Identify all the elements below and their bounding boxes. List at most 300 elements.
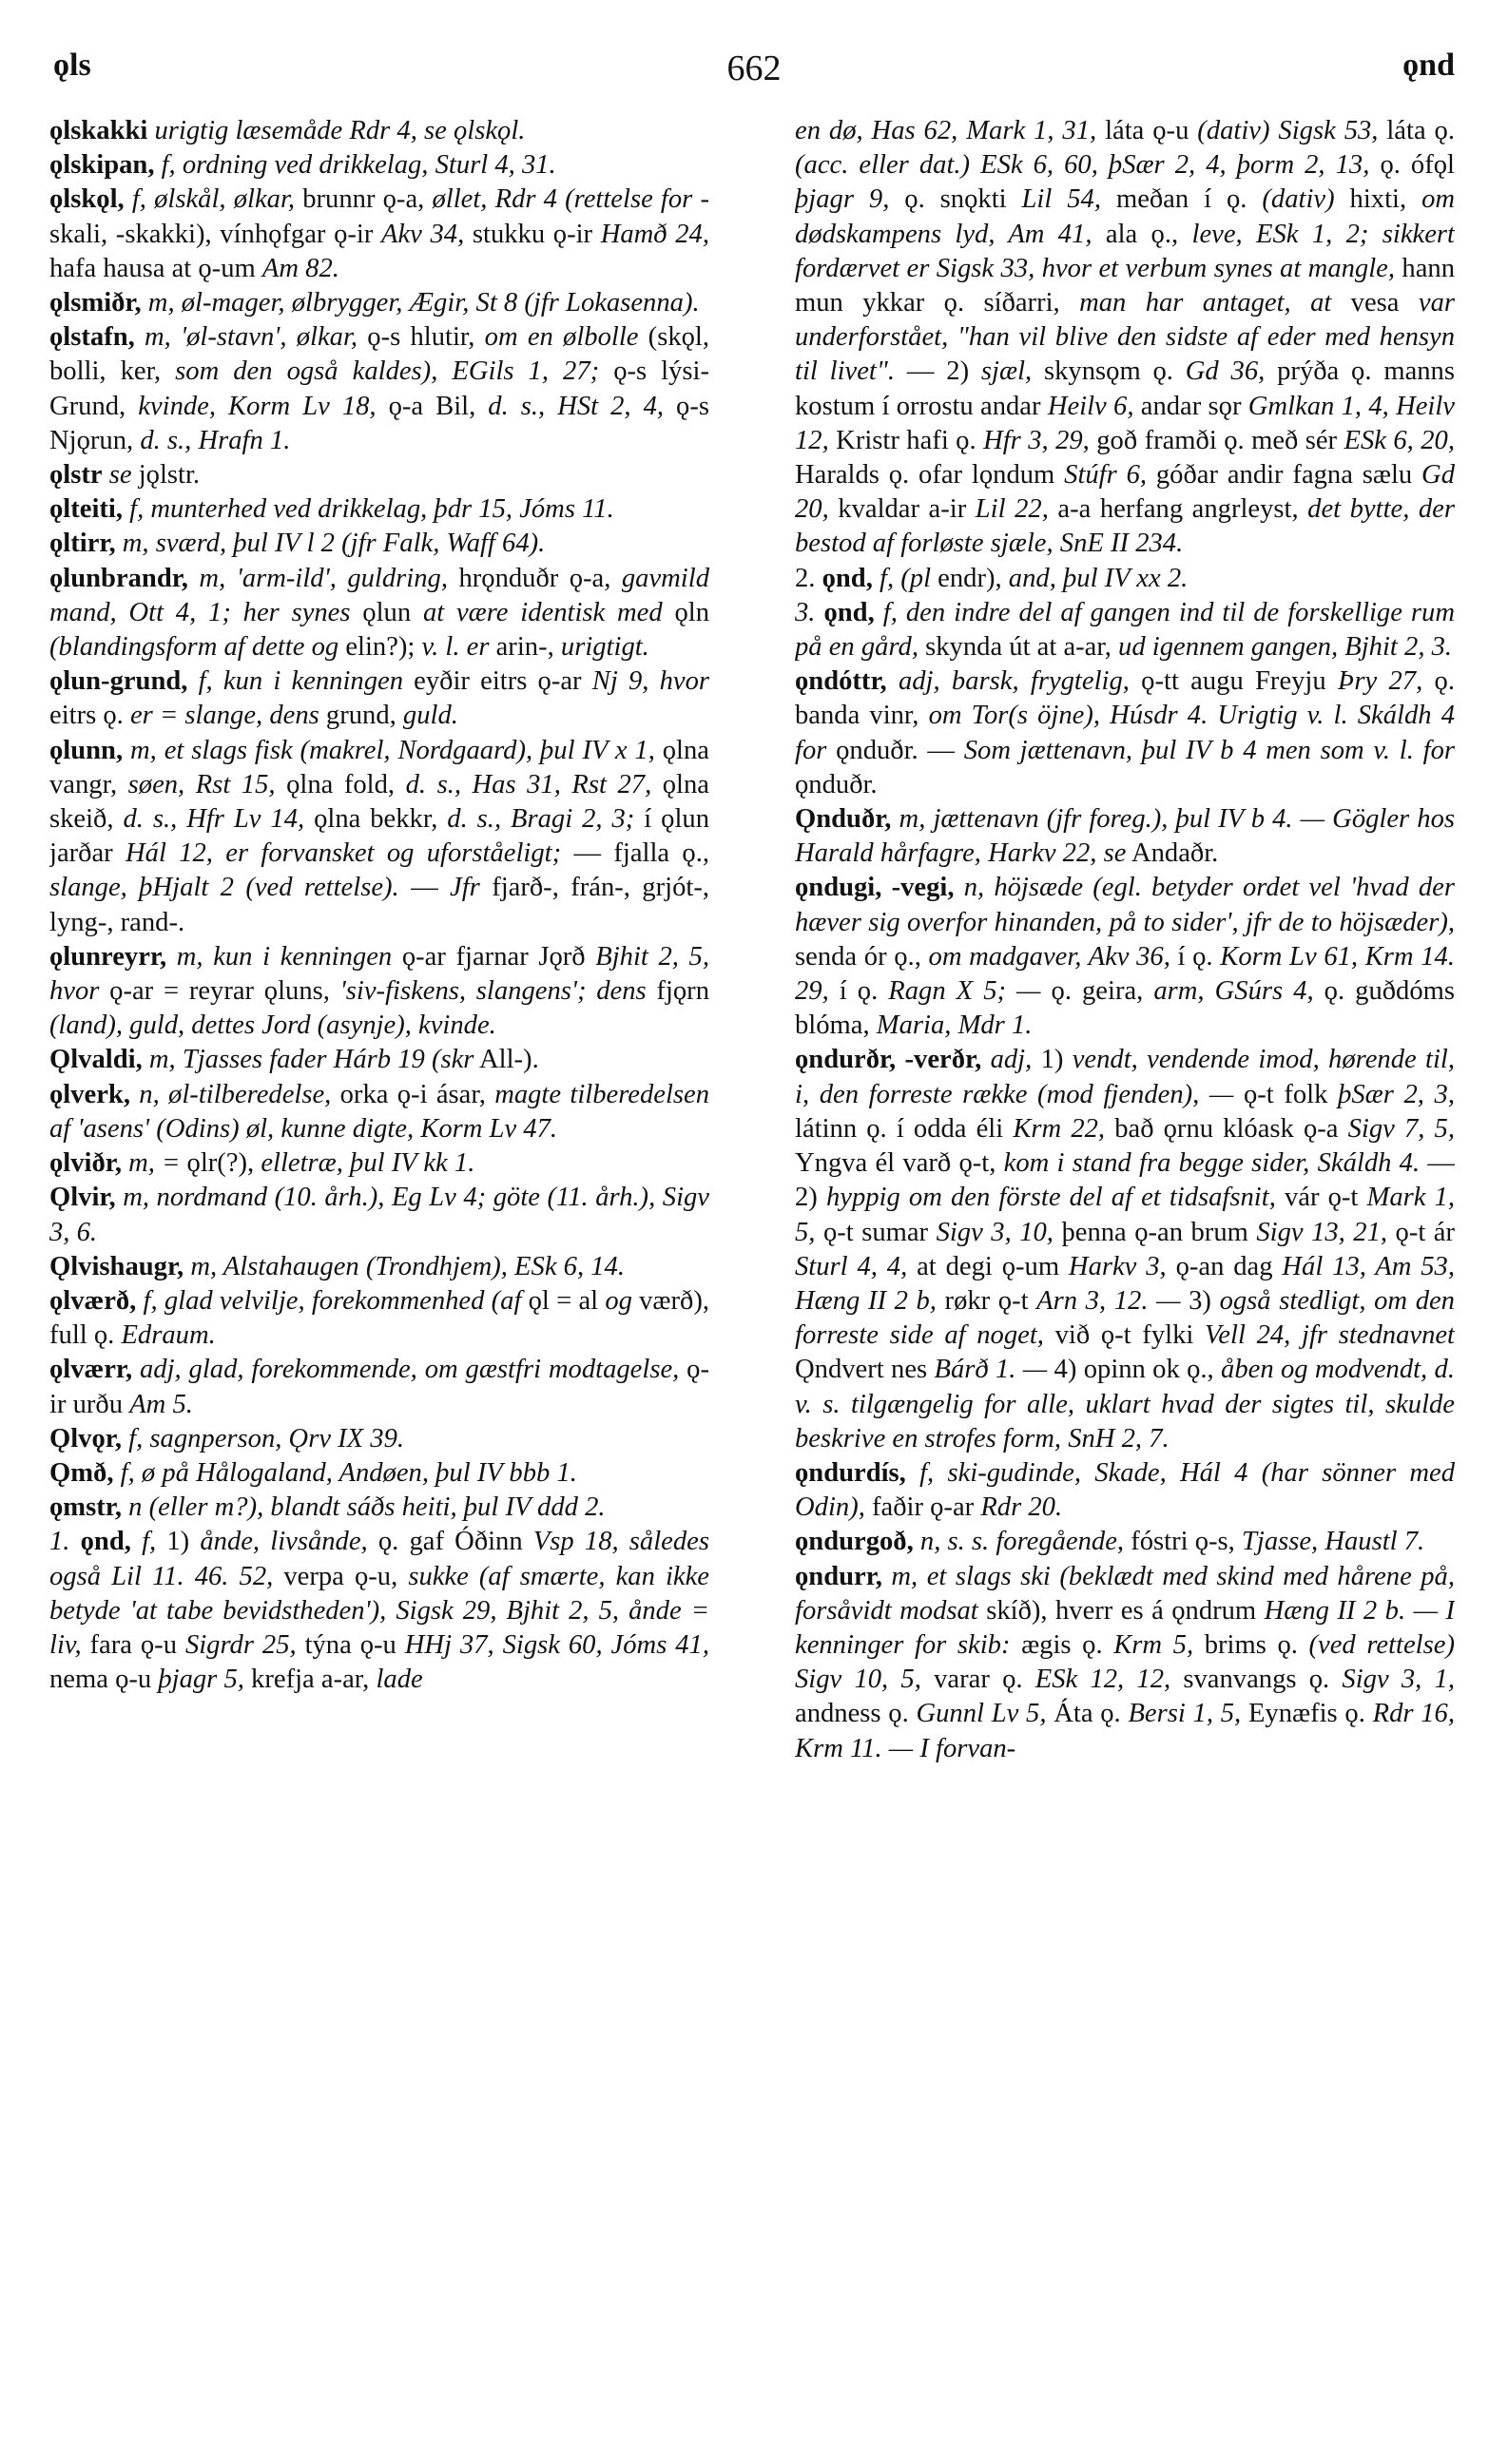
entry-text: Hál 13, Am 53, Hæng II 2 b, [795, 1251, 1455, 1316]
entry-headword: ǫlskǫl, [49, 184, 125, 215]
entry-text: í ǫ. [828, 976, 889, 1007]
entry-text: adj, barsk, frygtelig, [886, 666, 1130, 697]
entry-text: Yngva él varð ǫ-t, [795, 1148, 1004, 1179]
entry-text: stukku ǫ-ir [464, 219, 601, 249]
dictionary-entry [49, 1491, 709, 1525]
entry-headword: ǫndurgoð, [795, 1527, 914, 1557]
entry-text: (blandingsform af dette og [49, 632, 339, 663]
entry-headword: Ǫlvir, [49, 1183, 116, 1213]
entry-text: m, 'arm-ild', guldring, [187, 563, 448, 593]
entry-text: arm, GSúrs 4, [1153, 976, 1314, 1007]
entry-text: and, þul IV xx 2. [1008, 563, 1189, 593]
entry-text: Harkv 3, [1068, 1251, 1167, 1281]
entry-text: HHj 37, Sigsk 60, Jóms 41, [404, 1629, 709, 1660]
entry-text: ud igennem gangen, Bjhit 2, 3. [1118, 632, 1453, 663]
entry-text: meðan í ǫ. [1101, 184, 1263, 215]
entry-text: Vsp 18, således også Lil 11. 46. 52, [49, 1527, 709, 1591]
entry-text: lade [376, 1665, 423, 1695]
entry-text: Gunnl Lv 5, [916, 1699, 1047, 1729]
dictionary-entry [49, 1284, 709, 1353]
dictionary-entry [49, 664, 709, 733]
entry-text: goð framði ǫ. með sér [1089, 425, 1344, 455]
entry-text: og [605, 1285, 632, 1316]
entry-headword: ǫlteiti, [49, 494, 124, 525]
entry-headword: ǫlunn, [49, 735, 124, 765]
entry-text: svanvangs ǫ. [1170, 1665, 1343, 1695]
dictionary-entry [795, 871, 1455, 1043]
entry-text: ǫ. ófǫl [1369, 150, 1455, 181]
entry-text: fara ǫ-u [81, 1629, 185, 1660]
dictionary-entry [49, 1181, 709, 1249]
entry-text: a-a herfang angrleyst, [1048, 494, 1308, 525]
entry-text: andar sǫr [1133, 391, 1248, 421]
entry-text: látinn ǫ. í odda éli [795, 1113, 1014, 1144]
dictionary-entry [49, 148, 709, 183]
entry-text: jǫlstr. [131, 460, 201, 491]
dictionary-entry [49, 1146, 709, 1181]
entry-text: (acc. eller dat.) ESk 6, 60, þSær 2, 4, þorm 2, 13, [795, 150, 1370, 181]
entry-text: (land), guld, dettes Jord (asynje), kvinde. [49, 1011, 496, 1041]
entry-text: v. l. er [421, 632, 490, 663]
dictionary-entry [49, 286, 709, 320]
entry-text: ånde, livsånde, [200, 1527, 368, 1557]
entry-text: f, sagnperson, Ǫrv IX 39. [122, 1423, 405, 1453]
entry-text: guld. [402, 701, 458, 731]
dictionary-entry [49, 1078, 709, 1146]
entry-text: ala ǫ., [1092, 219, 1192, 249]
entry-text: ǫl = al [521, 1285, 606, 1316]
entry-text: ǫ-an dag [1166, 1251, 1283, 1281]
entry-headword: ǫlværr, [49, 1355, 133, 1385]
entry-text: ESk 6, 20, [1344, 425, 1455, 455]
entry-text: øllet, Rdr 4 (rettelse for [432, 184, 693, 215]
entry-text: hrǫnduðr ǫ-a, [447, 563, 622, 593]
entry-text: 2. [795, 563, 822, 593]
entry-text: vendt, vendende imod, hørende til, i, den forreste række (mod fjenden), — [795, 1045, 1455, 1109]
entry-text: þSær 2, 3, [1338, 1079, 1455, 1109]
entry-text: ǫ-ir urðu [49, 1355, 709, 1419]
entry-text: det bytte, der bestod af forløste sjæle, SnE II 234. [795, 494, 1455, 559]
dictionary-entry [49, 183, 709, 286]
page-number: 662 [726, 48, 782, 88]
entry-headword: ǫndóttr, [795, 666, 887, 697]
entry-headword: ǫlværð, [49, 1285, 137, 1316]
entry-text: endr), [931, 563, 1009, 593]
entry-text: brunnr ǫ-a, [295, 184, 433, 215]
entry-text: Hæng II 2 b. — I kenninger for skib: [795, 1595, 1455, 1660]
entry-text: m, jættenavn (jfr foreg.), þul IV b 4. — Gögler hos Harald hårfagre, Harkv 22, se [795, 804, 1455, 869]
entry-text: f, munterhed ved drikkelag, þdr 15, Jóms 11. [123, 494, 614, 525]
entry-text: m, sværd, þul IV l 2 (jfr Falk, Waff 64). [115, 529, 546, 559]
entry-text: ǫlna skeið, [49, 769, 709, 835]
entry-text: — 2) [795, 1148, 1455, 1213]
entry-text: hann mun ykkar ǫ. síðarri, [795, 253, 1455, 318]
entry-text: hafa hausa at ǫ-um [49, 253, 262, 283]
entry-text: — fjalla ǫ., [561, 838, 709, 869]
entry-text: n, øl-tilberedelse, [129, 1079, 332, 1109]
dictionary-entry [795, 596, 1455, 664]
right-column [795, 114, 1455, 2434]
entry-text: ǫ-s Njǫrun, [49, 391, 709, 455]
entry-text: All-). [474, 1045, 539, 1075]
entry-text: Sigv 3, 10, [936, 1217, 1054, 1247]
dictionary-entry [795, 1043, 1455, 1455]
entry-text: (dativ) [1262, 184, 1335, 215]
entry-text: m, 'øl-stavn', ølkar, [134, 322, 358, 353]
entry-text: 1) [156, 1527, 201, 1557]
entry-text: m, et slags fisk (makrel, Nordgaard), þul IV x 1, [123, 735, 655, 765]
entry-text: skynda út at a-ar, [918, 632, 1119, 663]
entry-text: ǫnduðr. — [826, 735, 964, 765]
entry-text: hyppig om den förste del af et tidsafsnit, [825, 1183, 1276, 1213]
dictionary-entry [49, 940, 709, 1044]
header-left-guide-word: ǫls [53, 48, 91, 83]
entry-text: Sigv 3, 1, [1342, 1665, 1455, 1695]
entry-text: fjarð-, frán-, grjót-, lyng-, rand-. [49, 873, 709, 937]
dictionary-entry [49, 114, 709, 148]
entry-headword: ǫnd, [823, 597, 875, 627]
entry-text: ǫ-ar fjarnar Jǫrð [392, 941, 596, 972]
entry-text: om Tor(s öjne), Húsdr 4. Urigtig v. l. Skáldh 4 for [795, 701, 1455, 765]
entry-text: Ragn X 5; — [888, 976, 1041, 1007]
entry-text: vesa [1331, 288, 1419, 318]
entry-text: Am 5. [129, 1389, 193, 1419]
entry-headword: Ǫmð, [49, 1457, 114, 1488]
dictionary-entry [795, 1525, 1455, 1559]
entry-text: ǫ. banda vinr, [795, 666, 1455, 731]
entry-text: Ǫndvert nes [795, 1355, 935, 1385]
entry-text: d. s., Bragi 2, 3; [447, 804, 635, 835]
entry-text: verpa ǫ-u, [273, 1561, 409, 1591]
dictionary-entry [49, 458, 709, 492]
entry-text: Krm 22, [1013, 1113, 1106, 1144]
entry-text: (dativ) Sigsk 53, [1197, 116, 1379, 145]
entry-text: ǫ. snǫkti [889, 184, 1022, 215]
entry-text: d. s., Has 31, Rst 27, [405, 769, 652, 799]
entry-text: adj, glad, forekommende, om gæstfri modtagelse, [132, 1355, 680, 1385]
entry-text: ǫ-t ár [1387, 1217, 1455, 1247]
entry-text: at være identisk med [422, 597, 663, 627]
entry-headword: ǫlverk, [49, 1079, 130, 1109]
entry-headword: ǫnd, [80, 1527, 131, 1557]
entry-text: Arn 3, 12. — [1036, 1285, 1181, 1316]
entry-text: Krm 5, [1113, 1629, 1194, 1660]
entry-text: 3. [795, 597, 824, 627]
entry-text: f, ølskål, ølkar, [124, 184, 296, 215]
entry-headword: ǫlunreyrr, [49, 941, 167, 972]
dictionary-entry [49, 562, 709, 665]
entry-headword: ǫlstr [49, 460, 103, 491]
entry-text: vár ǫ-t [1275, 1183, 1367, 1213]
entry-text: þenna ǫ-an brum [1053, 1217, 1257, 1247]
entry-text: om madgaver, Akv 36, [928, 941, 1170, 972]
entry-text: m, Alstahaugen (Trondhjem), ESk 6, 14. [184, 1251, 625, 1281]
entry-text: kom i stand fra begge sider, Skáldh 4. [1003, 1148, 1421, 1179]
entry-text: ǫ. geira, [1040, 976, 1154, 1007]
entry-headword: Ǫlvaldi, [49, 1045, 143, 1075]
entry-text: Bárð 1. — [934, 1355, 1048, 1385]
dictionary-entry [49, 320, 709, 458]
entry-text: þjagr 5, [158, 1665, 244, 1695]
entry-text: Sigrdr 25, [184, 1629, 297, 1660]
entry-text: Heilv 6, [1047, 391, 1134, 421]
entry-text: m, Tjasses fader Hárb 19 (skr [142, 1045, 474, 1075]
entry-text: Jfr [450, 873, 480, 903]
entry-headword: Ǫlvishaugr, [49, 1251, 184, 1281]
entry-text: kvaldar a-ir [828, 494, 976, 525]
dictionary-entry [795, 664, 1455, 802]
entry-text: Gd 36, [1185, 356, 1266, 387]
entry-text: faðir ǫ-ar [864, 1492, 981, 1523]
entry-text: Maria, Mdr 1. [876, 1011, 1033, 1041]
entry-text: om en ølbolle [484, 322, 639, 353]
entry-text: 'siv-fiskens, slangens'; dens [339, 976, 647, 1007]
entry-text: f, ski-gudinde, Skade, Hál 4 (har sönner med Odin), [795, 1457, 1455, 1523]
entry-text: nema ǫ-u [49, 1665, 159, 1695]
entry-text: er = slange, dens [129, 701, 319, 731]
entry-text: ǫ-t sumar [815, 1217, 937, 1247]
dictionary-entry [49, 1250, 709, 1284]
entry-text: Haralds ǫ. ofar lǫndum [795, 460, 1065, 491]
entry-text: — [398, 873, 451, 903]
entry-headword: ǫltirr, [49, 529, 116, 559]
entry-text: Gd 20, [795, 460, 1455, 525]
entry-text: krefja a-ar, [243, 1665, 377, 1695]
dictionary-entry [49, 1043, 709, 1077]
entry-text: ǫ. guðdóms blóma, [795, 976, 1455, 1041]
entry-text: Þry 27, [1337, 666, 1423, 697]
entry-text: skíð), hverr es á ǫndrum [977, 1595, 1265, 1626]
page-header [53, 48, 1455, 91]
entry-headword: ǫlsmiðr, [49, 288, 142, 318]
entry-text: 1) [1032, 1045, 1073, 1075]
entry-text: urigtig læsemåde Rdr 4, se ǫlskǫl. [147, 116, 526, 145]
entry-text: magte tilberedelsen af 'asens' (Odins) øl, kunne digte, Korm Lv 47. [49, 1079, 709, 1144]
entry-text: góðar andir fagna sælu [1147, 460, 1422, 491]
entry-text: við ǫ-t fylki [1043, 1320, 1206, 1351]
entry-headword: ǫndurðr, -verðr, [795, 1045, 982, 1075]
entry-text: hixti, [1334, 184, 1422, 215]
entry-text: n (eller m?), blandt sáðs heiti, þul IV ddd 2. [121, 1492, 606, 1523]
entry-headword: ǫnd, [822, 563, 873, 593]
entry-text: -skali, -skakki), vínhǫfgar ǫ-ir [49, 184, 709, 249]
entry-text: m, kun i kenningen [166, 941, 393, 972]
entry-text: láta ǫ-u [1096, 116, 1198, 145]
entry-text: Lil 54, [1021, 184, 1102, 215]
entry-text: 4) [1047, 1355, 1084, 1385]
entry-text: í ǫ. [1170, 941, 1221, 972]
entry-text: adj, [981, 1045, 1033, 1075]
entry-text: leve, ESk 1, 2; sikkert fordærvet er Sigsk 33, hvor et verbum synes at mangle, [795, 219, 1455, 283]
entry-text: — 2) [895, 356, 981, 387]
entry-text: 3) [1180, 1285, 1220, 1316]
entry-text: røkr ǫ-t [936, 1285, 1037, 1316]
entry-text: Am 82. [261, 253, 339, 283]
entry-headword: ǫmstr, [49, 1492, 122, 1523]
entry-text: f, glad velvilje, forekommenhed (af [136, 1285, 522, 1316]
entry-text: Lil 22, [975, 494, 1049, 525]
dictionary-entry [49, 492, 709, 527]
entry-text: åben og modvendt, d. v. s. tilgængelig for alle, uklart hvad der sigtes til, skulde beskrive en strofes form, SnH 2, 7. [795, 1355, 1455, 1453]
entry-text: Korm Lv 61, Krm 14. 29, [795, 941, 1455, 1007]
entry-text: senda ór ǫ., [795, 941, 929, 972]
entry-text: se [102, 460, 132, 491]
entry-text: Tjasse, Haustl 7. [1241, 1527, 1425, 1557]
dictionary-entry [795, 1560, 1455, 1766]
entry-text: ǫlna fold, [275, 769, 406, 799]
entry-headword: ǫndurdís, [795, 1457, 906, 1488]
entry-text: Nj 9, hvor [591, 666, 709, 697]
entry-text: ægis ǫ. [1010, 1629, 1114, 1660]
entry-text: Kristr hafi ǫ. [828, 425, 984, 455]
dictionary-entry [49, 1353, 709, 1421]
entry-text: láta ǫ. [1378, 116, 1455, 145]
entry-text: kvinde, Korm Lv 18, [138, 391, 377, 421]
entry-text: ǫ-s hlutir, [358, 322, 485, 353]
entry-text: m, et slags ski (beklædt med skind med hårene på, forsåvidt modsat [795, 1561, 1455, 1626]
entry-text: Stúfr 6, [1064, 460, 1148, 491]
dictionary-entry [795, 1456, 1455, 1525]
entry-text: orka ǫ-i ásar, [331, 1079, 495, 1109]
entry-text: ǫnduðr. [795, 769, 878, 799]
entry-headword: ǫlunbrandr, [49, 563, 188, 593]
entry-text: ǫlna bekkr, [304, 804, 448, 835]
entry-text: f, ø på Hålogaland, Andøen, þul IV bbb 1. [113, 1457, 577, 1488]
entry-text: brims ǫ. [1193, 1629, 1309, 1660]
entry-text: en dø, Has 62, Mark 1, 31, [795, 116, 1097, 145]
entry-text: varar ǫ. [920, 1665, 1035, 1695]
entry-headword: ǫlskipan, [49, 150, 155, 181]
entry-text: d. s., HSt 2, 4, [488, 391, 665, 421]
entry-text: Hamð 24, [600, 219, 709, 249]
header-right-guide-word: ǫnd [1402, 48, 1455, 83]
entry-text: (skǫl, bolli, ker, [49, 322, 709, 387]
entry-text: í ǫlun jarðar [49, 804, 709, 869]
entry-text: skynsǫm ǫ. [1032, 356, 1186, 387]
entry-text: týna ǫ-u [296, 1629, 405, 1660]
entry-text: opinn ok ǫ., [1083, 1355, 1222, 1385]
entry-text: elletræ, þul IV kk 1. [261, 1148, 475, 1179]
entry-text: m, nordmand (10. årh.), Eg Lv 4; göte (11. årh.), Sigv 3, 6. [49, 1183, 709, 1247]
entry-text: d. s., Hfr Lv 14, [123, 804, 305, 835]
entry-text: fjǫrn [646, 976, 709, 1007]
entry-text: ǫ-tt augu Freyju [1129, 666, 1338, 697]
entry-text: som den også kaldes), EGils 1, 27; [175, 356, 600, 387]
left-column [49, 114, 709, 2434]
entry-text: elin?); [338, 632, 422, 663]
entry-text: ǫ-s lýsi-Grund, [49, 356, 709, 421]
entry-text: f, [130, 1527, 157, 1557]
entry-text: f, (pl [872, 563, 932, 593]
entry-headword: ǫndugi, -vegi, [795, 873, 955, 903]
entry-headword: ǫlstafn, [49, 322, 135, 353]
entry-text: m, øl-mager, ølbrygger, Ægir, St 8 (jfr Lokasenna). [141, 288, 700, 318]
entry-text: at degi ǫ-um [907, 1251, 1069, 1281]
entry-text: ǫ-ar = reyrar ǫluns, [99, 976, 340, 1007]
entry-headword: Ǫlvǫr, [49, 1423, 122, 1453]
entry-headword: ǫlviðr, [49, 1148, 122, 1179]
entry-text: f, ordning ved drikkelag, Sturl 4, 31. [154, 150, 556, 181]
entry-text: eitrs ǫ. [49, 701, 130, 731]
entry-text: værð), full ǫ. [49, 1285, 709, 1351]
entry-text: sjæl, [980, 356, 1033, 387]
entry-text: slange, þHjalt 2 (ved rettelse). [49, 873, 399, 903]
entry-text: prýða ǫ. manns kostum í orrostu andar [795, 356, 1455, 421]
entry-text: Sigv 7, 5, [1347, 1113, 1455, 1144]
entry-text: var underforstået, "han vil blive den sidste af eder med hensyn til livet". [795, 288, 1455, 387]
entry-text: Andaðr. [1126, 838, 1219, 869]
dictionary-entry [795, 802, 1455, 871]
entry-text: ǫ-t folk [1233, 1079, 1339, 1109]
entry-text: sukke (af smærte, kan ikke betyde 'at tabe bevidstheden'), Sigsk 29, Bjhit 2, 5, ånde = liv, [49, 1561, 709, 1660]
entry-text: Sigv 13, 21, [1256, 1217, 1388, 1247]
dictionary-entry [795, 562, 1455, 596]
entry-text: ǫlr(?), [180, 1148, 261, 1179]
entry-headword: ǫlskakki [49, 116, 148, 145]
entry-text: Áta ǫ. [1046, 1699, 1129, 1729]
entry-text: ǫlna vangr, [49, 735, 709, 799]
entry-headword: Ǫnduðr, [795, 804, 892, 835]
entry-text: Eynæfis ǫ. [1241, 1699, 1373, 1729]
entry-text: Bersi 1, 5, [1128, 1699, 1242, 1729]
entry-text: fóstri ǫ-s, [1124, 1527, 1242, 1557]
entry-text: (ved rettelse) Sigv 10, 5, [795, 1629, 1455, 1695]
entry-text: Akv 34, [381, 219, 465, 249]
entry-text: Sturl 4, 4, [795, 1251, 908, 1281]
entry-text: ǫln [662, 597, 709, 627]
entry-text: þjagr 9, [795, 184, 890, 215]
entry-text: f, den indre del af gangen ind til de forskellige rum på en gård, [795, 597, 1455, 663]
entry-text: gavmild mand, Ott 4, 1; her synes [49, 563, 709, 627]
entry-text: ǫlun [350, 597, 423, 627]
entry-text: n, s. s. foregående, [913, 1527, 1125, 1557]
dictionary-entry [49, 527, 709, 561]
entry-text: f, kun i kenningen [187, 666, 403, 697]
entry-text: om dødskampens lyd, Am 41, [795, 184, 1455, 249]
entry-text: 1. [49, 1527, 81, 1557]
entry-headword: ǫndurr, [795, 1561, 882, 1591]
entry-text: Som jættenavn, þul IV b 4 men som v. l. for [963, 735, 1455, 765]
dictionary-entry [49, 1422, 709, 1456]
entry-text: m, = [122, 1148, 181, 1179]
entry-text: Gmlkan 1, 4, Heilv 12, [795, 391, 1455, 455]
dictionary-entry [49, 1456, 709, 1491]
entry-text: d. s., Hrafn 1. [140, 425, 291, 455]
entry-text: ǫ-a Bil, [376, 391, 489, 421]
entry-text: ǫ. gaf Óðinn [367, 1527, 533, 1557]
dictionary-entry [49, 734, 709, 940]
entry-text: grund, [319, 701, 403, 731]
entry-text: Hál 12, er forvansket og uforståeligt; [126, 838, 562, 869]
entry-text: Mark 1, 5, [795, 1183, 1455, 1247]
dictionary-entry [49, 1525, 709, 1697]
entry-text: eyðir eitrs ǫ-ar [403, 666, 592, 697]
entry-text: søen, Rst 15, [127, 769, 276, 799]
dictionary-entry [795, 114, 1455, 562]
entry-text: Vell 24, jfr stednavnet [1205, 1320, 1455, 1351]
entry-text: urigtigt. [560, 632, 649, 663]
entry-text: man har antaget, at [1079, 288, 1332, 318]
entry-text: andness ǫ. [795, 1699, 917, 1729]
entry-text: Edraum. [121, 1320, 216, 1351]
entry-text: Bjhit 2, 5, hvor [49, 941, 709, 1007]
entry-text: n, höjsæde (egl. betyder ordet vel 'hvad der hæver sig overfor hinanden, på to sider', jfr de to höjsæder), [795, 873, 1455, 937]
entry-text: også stedligt, om den forreste side af noget, [795, 1285, 1455, 1351]
entry-text: ESk 12, 12, [1034, 1665, 1171, 1695]
entry-text: Rdr 16, Krm 11. — I forvan- [795, 1699, 1455, 1763]
entry-text: Rdr 20. [980, 1492, 1063, 1523]
entry-text: Hfr 3, 29, [983, 425, 1090, 455]
